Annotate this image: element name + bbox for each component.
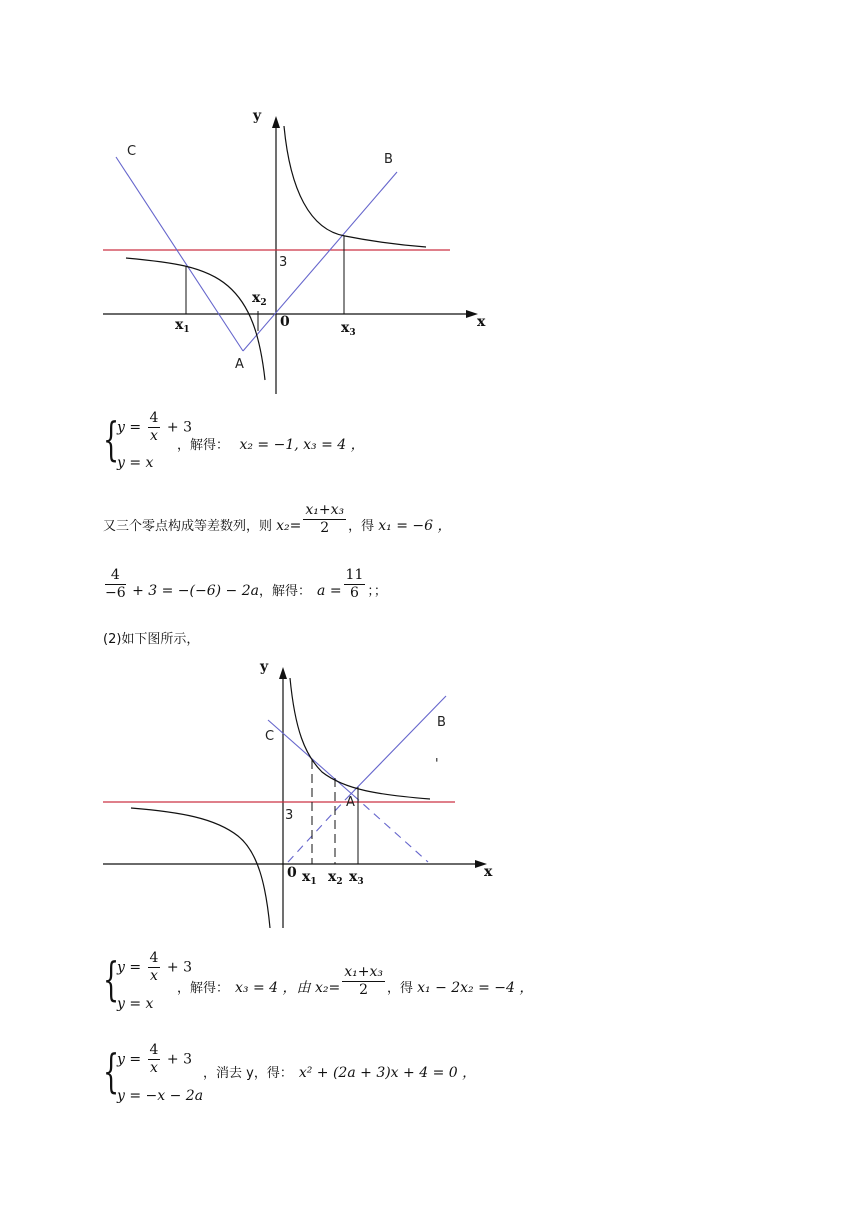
- hyperbola-left-branch-2: [131, 808, 270, 928]
- eq3-tail: ；；: [367, 583, 387, 599]
- label-c-2: C: [265, 729, 275, 744]
- label-b-2: B: [437, 715, 446, 730]
- stray-mark: ': [435, 757, 439, 772]
- hyperbola-right-branch-2: [290, 678, 430, 799]
- eq1-bottom: y = x: [117, 455, 154, 471]
- label-c: C: [127, 144, 137, 159]
- eq1-plus: + 3: [162, 419, 193, 436]
- eq2-prefix: 又三个零点构成等差数列，则: [103, 518, 277, 534]
- eq2-frac-num: x₁+x₃: [305, 502, 345, 518]
- eq4-lhs: x₂=: [314, 979, 341, 996]
- eq1-frac-den: x: [150, 428, 158, 444]
- eq4-frac-num2: x₁+x₃: [344, 964, 383, 980]
- eq4-top-lhs: y =: [117, 959, 146, 976]
- x3-label-2: $x_3$: [349, 869, 364, 887]
- eq5-result: x² + (2a + 3)x + 4 = 0 ，: [298, 1065, 477, 1081]
- eq2-mid: ，得: [348, 518, 379, 534]
- x-axis-label-2: x: [484, 864, 493, 880]
- eq3-frac-num: 4: [105, 567, 126, 585]
- origin-label: 0: [280, 314, 290, 330]
- eq1-top-lhs: y =: [117, 419, 146, 436]
- label-3: 3: [279, 255, 288, 270]
- eq4-plus: + 3: [162, 959, 193, 976]
- eq3-a-num: 11: [345, 567, 364, 583]
- eq4-solve-label: ，解得：: [177, 980, 230, 996]
- eq5-frac-num: 4: [149, 1042, 159, 1058]
- line-b-2-dashed: [288, 800, 345, 862]
- x2-label-2: $x_2$: [328, 869, 343, 887]
- eq2-result: x₁ = −6 ，: [378, 517, 452, 534]
- eq4-frac-den2: 2: [359, 982, 369, 998]
- eq3-rest: + 3 = −(−6) − 2a: [127, 582, 259, 599]
- origin-label-2: 0: [287, 865, 297, 881]
- eq5-label: ，消去 y，得：: [203, 1066, 293, 1081]
- eq1-frac-num: 4: [149, 410, 159, 426]
- line-c-2-dashed: [353, 795, 428, 862]
- eq4-frac-den: x: [150, 968, 158, 984]
- eq4-mid: ，得: [386, 980, 418, 996]
- y-axis-2-arrow-icon: [279, 667, 287, 679]
- eq5-bottom: y = −x − 2a: [117, 1088, 204, 1104]
- x1-label: $x_1$: [175, 317, 190, 335]
- eq4-res1: x₃ = 4 ，由: [235, 979, 315, 996]
- eq4-bottom: y = x: [117, 996, 154, 1012]
- eq3-a-den: 6: [350, 585, 359, 601]
- eq2-lhs: x₂=: [276, 517, 302, 534]
- label-3-2: 3: [285, 808, 294, 823]
- part-2-heading: (2)如下图所示，: [103, 632, 200, 647]
- eq3-frac-den: −6: [105, 585, 126, 601]
- eq1-solve-label: ，解得：: [177, 438, 230, 453]
- x1-label-2: $x_1$: [302, 869, 317, 887]
- eq3-solve-label: ，解得：: [259, 583, 312, 599]
- eq4-frac-num: 4: [149, 950, 159, 966]
- eq5-frac-den: x: [150, 1060, 158, 1076]
- line-b-2: [345, 696, 446, 800]
- eq5-plus: + 3: [162, 1051, 193, 1068]
- eq3-a-eq: a =: [317, 582, 342, 599]
- y-axis-label-2: y: [260, 659, 269, 675]
- brace-icon: {: [103, 412, 120, 466]
- label-b: B: [384, 152, 393, 167]
- eq5-top-lhs: y =: [117, 1051, 146, 1068]
- x2-label: $x_2$: [252, 290, 267, 308]
- label-a: A: [235, 357, 244, 372]
- x3-label: $x_3$: [341, 320, 356, 338]
- y-axis-label: y: [253, 108, 262, 124]
- eq2-frac-den: 2: [320, 520, 330, 536]
- eq4-res2: x₁ − 2x₂ = −4 ，: [417, 979, 534, 996]
- brace-icon: {: [103, 952, 120, 1006]
- brace-icon: {: [103, 1044, 120, 1098]
- label-a-2: A: [346, 795, 355, 810]
- eq1-result: x₂ = −1, x₃ = 4 ，: [239, 437, 365, 453]
- x-axis-label: x: [477, 314, 486, 330]
